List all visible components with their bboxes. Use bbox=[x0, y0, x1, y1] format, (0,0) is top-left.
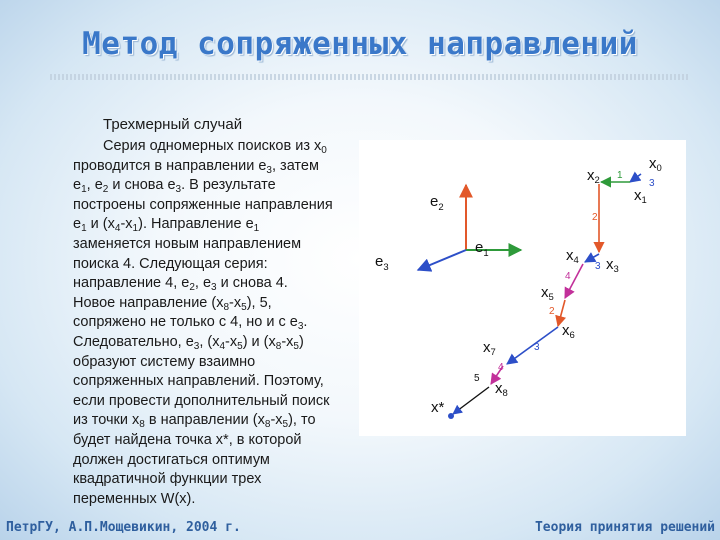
text-fragment: -x bbox=[229, 294, 242, 311]
subscript: 0 bbox=[321, 145, 327, 156]
text-fragment: ) и (x bbox=[242, 333, 276, 350]
step-number-3-third: 3 bbox=[534, 342, 540, 353]
figure-svg bbox=[359, 140, 686, 436]
text-fragment: Новое направление (x bbox=[73, 294, 224, 311]
body-text-line bbox=[73, 470, 373, 490]
footer-author: ПетрГУ, А.П.Мощевикин, 2004 г. bbox=[6, 520, 241, 535]
point-label-x1: $x_1$ bbox=[634, 187, 647, 206]
subscript: 5 bbox=[237, 340, 243, 352]
text-fragment: и (x bbox=[86, 216, 115, 233]
subscript: 2 bbox=[102, 184, 109, 196]
text-fragment: -x bbox=[270, 412, 283, 429]
text-fragment: и снова e bbox=[108, 177, 176, 194]
step-number-4-second: 4 bbox=[498, 362, 504, 373]
text-fragment: , (x bbox=[199, 333, 220, 350]
body-text-line bbox=[73, 451, 373, 471]
point-label-xstar: x* bbox=[431, 399, 445, 416]
text-fragment: ). Направление e bbox=[138, 216, 254, 233]
body-text-line bbox=[73, 353, 373, 373]
body-text-line bbox=[73, 313, 373, 333]
body-text-line bbox=[73, 196, 373, 216]
axis-e3-arrow bbox=[418, 250, 466, 270]
body-text-line bbox=[73, 392, 373, 412]
segment-x6-x7 bbox=[507, 327, 558, 364]
slide-title: Метод сопряженных направлений bbox=[82, 26, 638, 62]
subscript: 1 bbox=[253, 223, 260, 235]
text-fragment: сопряженных направлений. Поэтому, bbox=[73, 373, 324, 390]
text-fragment: образуют систему взаимно bbox=[73, 353, 256, 370]
text-fragment: проводится в направлении e bbox=[73, 157, 267, 174]
step-number-3-first: 3 bbox=[649, 178, 655, 189]
step-number-2-second: 2 bbox=[549, 306, 555, 317]
subscript: 3 bbox=[211, 282, 217, 294]
subscript: 4 bbox=[114, 223, 121, 235]
text-fragment: и снова 4. bbox=[216, 275, 288, 292]
point-label-x0: $x_0$ bbox=[649, 155, 662, 174]
subscript: 8 bbox=[264, 419, 271, 431]
step-number-4-first: 4 bbox=[565, 271, 571, 282]
subscript: 3 bbox=[297, 321, 304, 333]
slide-body-text bbox=[73, 137, 373, 509]
text-fragment: поиска 4. Следующая серия: bbox=[73, 255, 268, 272]
text-fragment: ), 5, bbox=[246, 294, 272, 311]
body-text-line bbox=[73, 176, 373, 196]
title-divider bbox=[50, 74, 690, 80]
body-text-line bbox=[73, 333, 373, 353]
text-fragment: ), то bbox=[288, 412, 316, 429]
subscript: 5 bbox=[241, 301, 247, 313]
subscript: 2 bbox=[189, 282, 195, 294]
text-fragment: . bbox=[303, 314, 308, 331]
text-fragment: переменных W(x). bbox=[73, 490, 196, 507]
subscript: 8 bbox=[223, 301, 230, 313]
text-fragment: e bbox=[73, 216, 82, 233]
subscript: 3 bbox=[266, 164, 272, 176]
conjugate-directions-figure bbox=[359, 140, 686, 436]
point-label-x4: $x_4$ bbox=[566, 247, 579, 266]
body-text-line bbox=[73, 411, 373, 431]
body-text-line bbox=[73, 235, 373, 255]
subscript: 4 bbox=[219, 340, 226, 352]
step-numbers-group bbox=[474, 170, 655, 384]
axes-group bbox=[375, 185, 521, 273]
axis-e2-label: $e_2$ bbox=[430, 193, 444, 213]
text-fragment: -x bbox=[120, 216, 133, 233]
step-number-2-first: 2 bbox=[592, 212, 598, 223]
point-label-x7: $x_7$ bbox=[483, 339, 496, 358]
step-number-1: 1 bbox=[617, 170, 623, 181]
segment-x0-x1 bbox=[630, 174, 641, 182]
body-text-line bbox=[73, 137, 373, 157]
body-text-line bbox=[73, 372, 373, 392]
text-fragment: заменяется новым направлением bbox=[73, 235, 302, 252]
body-text-line bbox=[73, 215, 373, 235]
subscript: 3 bbox=[193, 340, 200, 352]
text-fragment: Серия одномерных поисков из x bbox=[103, 138, 322, 154]
text-fragment: в направлении (x bbox=[144, 412, 265, 429]
body-text-line bbox=[73, 490, 373, 510]
optimum-point bbox=[448, 413, 454, 419]
point-label-x5: $x_5$ bbox=[541, 284, 554, 303]
axis-e3-label: $e_3$ bbox=[375, 253, 389, 273]
text-fragment: сопряжено не только с 4, но и с e bbox=[73, 314, 298, 331]
text-fragment: из точки x bbox=[73, 412, 140, 429]
point-label-x2: $x_2$ bbox=[587, 167, 600, 186]
point-label-x6: $x_6$ bbox=[562, 322, 575, 341]
subscript: 1 bbox=[81, 223, 87, 235]
step-number-5: 5 bbox=[474, 373, 480, 384]
text-fragment: , e bbox=[86, 177, 103, 194]
body-text-line bbox=[73, 157, 373, 177]
point-label-x8: $x_8$ bbox=[495, 380, 508, 399]
subscript: 5 bbox=[293, 340, 299, 352]
text-fragment: построены сопряженные направления bbox=[73, 196, 333, 213]
subscript: 1 bbox=[132, 223, 139, 235]
footer-course-name: Теория принятия решений bbox=[534, 520, 715, 535]
slide-subtitle: Трехмерный случай bbox=[103, 116, 243, 133]
subscript: 1 bbox=[81, 184, 87, 196]
subscript: 8 bbox=[275, 340, 282, 352]
text-fragment: , затем bbox=[271, 157, 319, 174]
text-fragment: . В результате bbox=[181, 177, 276, 194]
segment-x8-xstar bbox=[453, 387, 489, 414]
point-label-x3: $x_3$ bbox=[606, 256, 619, 275]
body-text-line bbox=[73, 431, 373, 451]
text-fragment: будет найдена точка x*, в которой bbox=[73, 431, 302, 448]
text-fragment: квадратичной функции трех bbox=[73, 471, 262, 488]
text-fragment: , e bbox=[194, 275, 212, 292]
text-fragment: направление 4, e bbox=[73, 275, 190, 292]
text-fragment: ) bbox=[298, 333, 304, 350]
text-fragment: должен достигаться оптимум bbox=[73, 451, 270, 468]
subscript: 3 bbox=[175, 184, 182, 196]
axis-e1-label: $e_1$ bbox=[475, 239, 489, 259]
text-fragment: -x bbox=[225, 333, 238, 350]
body-text-line bbox=[73, 294, 373, 314]
text-fragment: e bbox=[73, 177, 82, 194]
subscript: 5 bbox=[282, 419, 289, 431]
body-text-line bbox=[73, 255, 373, 275]
text-fragment: если провести дополнительный поиск bbox=[73, 392, 330, 409]
text-fragment: -x bbox=[281, 333, 294, 350]
text-fragment: Следовательно, e bbox=[73, 333, 194, 350]
step-number-3-second: 3 bbox=[595, 261, 601, 272]
body-text-line bbox=[73, 274, 373, 294]
subscript: 8 bbox=[139, 419, 145, 431]
